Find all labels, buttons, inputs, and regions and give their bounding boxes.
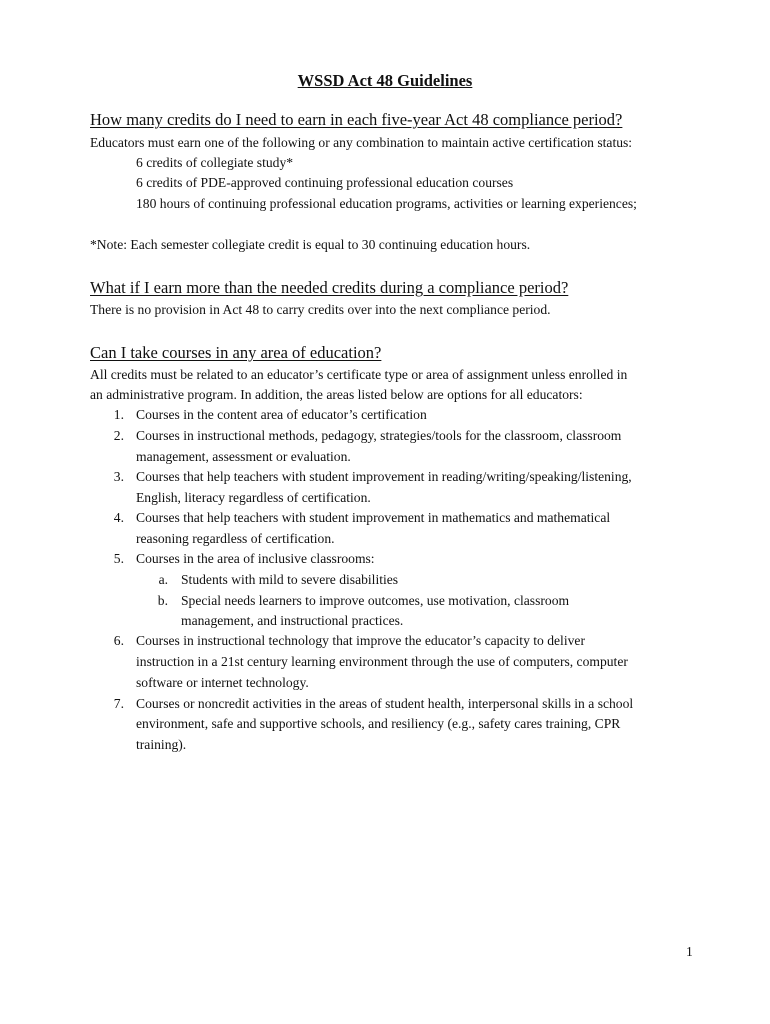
sub-item-letter: b.: [157, 593, 168, 608]
credit-option: 6 credits of collegiate study*: [136, 155, 294, 170]
list-item: Courses in the content area of educator’s certification: [136, 407, 427, 422]
list-item: English, literacy regardless of certification.: [136, 490, 371, 505]
sub-item: Special needs learners to improve outcomes, use motivation, classroom: [181, 593, 570, 608]
list-item-number: 7.: [113, 696, 124, 711]
list-item-number: 2.: [113, 428, 124, 443]
collegiate-credit-note: *Note: Each semester collegiate credit is equal to 30 continuing education hours.: [90, 237, 531, 252]
list-item-number: 3.: [113, 469, 124, 484]
section-credits-intro: Educators must earn one of the following or any combination to maintain active certification status:: [90, 135, 633, 150]
section-heading-course-areas: Can I take courses in any area of education?: [90, 343, 382, 362]
section-heading-extra-credits: What if I earn more than the needed credits during a compliance period?: [90, 278, 569, 297]
list-item: environment, safe and supportive schools, and resiliency (e.g., safety cares training, CPR: [136, 716, 621, 731]
sub-item: Students with mild to severe disabilities: [181, 572, 399, 587]
list-item: reasoning regardless of certification.: [136, 531, 335, 546]
list-item: Courses in instructional technology that improve the educator’s capacity to deliver: [136, 633, 585, 648]
list-item: software or internet technology.: [136, 675, 309, 690]
list-item: Courses that help teachers with student improvement in reading/writing/speaking/listening,: [136, 469, 632, 484]
list-item: Courses or noncredit activities in the areas of student health, interpersonal skills in a school: [136, 696, 634, 711]
credit-option: 180 hours of continuing professional education programs, activities or learning experiences;: [136, 196, 637, 211]
sub-item-letter: a.: [158, 572, 168, 587]
list-item: Courses in instructional methods, pedagogy, strategies/tools for the classroom, classroom: [136, 428, 622, 443]
course-areas-intro: an administrative program. In addition, the areas listed below are options for all educators:: [90, 387, 583, 402]
credit-option: 6 credits of PDE-approved continuing professional education courses: [136, 175, 514, 190]
extra-credits-body: There is no provision in Act 48 to carry credits over into the next compliance period.: [90, 302, 551, 317]
sub-item: management, and instructional practices.: [181, 613, 404, 628]
list-item-number: 1.: [113, 407, 124, 422]
section-heading-credits-needed: How many credits do I need to earn in each five-year Act 48 compliance period?: [90, 110, 623, 129]
document-title: WSSD Act 48 Guidelines: [297, 71, 473, 90]
list-item-number: 6.: [113, 633, 124, 648]
list-item: training).: [136, 737, 187, 752]
list-item: management, assessment or evaluation.: [136, 449, 351, 464]
list-item: Courses that help teachers with student improvement in mathematics and mathematical: [136, 510, 611, 525]
list-item-number: 5.: [113, 551, 124, 566]
page-number: 1: [686, 944, 693, 959]
list-item: instruction in a 21st century learning environment through the use of computers, computer: [136, 654, 628, 669]
list-item: Courses in the area of inclusive classrooms:: [136, 551, 375, 566]
course-areas-intro: All credits must be related to an educator’s certificate type or area of assignment unless enrolled in: [90, 367, 628, 382]
list-item-number: 4.: [113, 510, 124, 525]
